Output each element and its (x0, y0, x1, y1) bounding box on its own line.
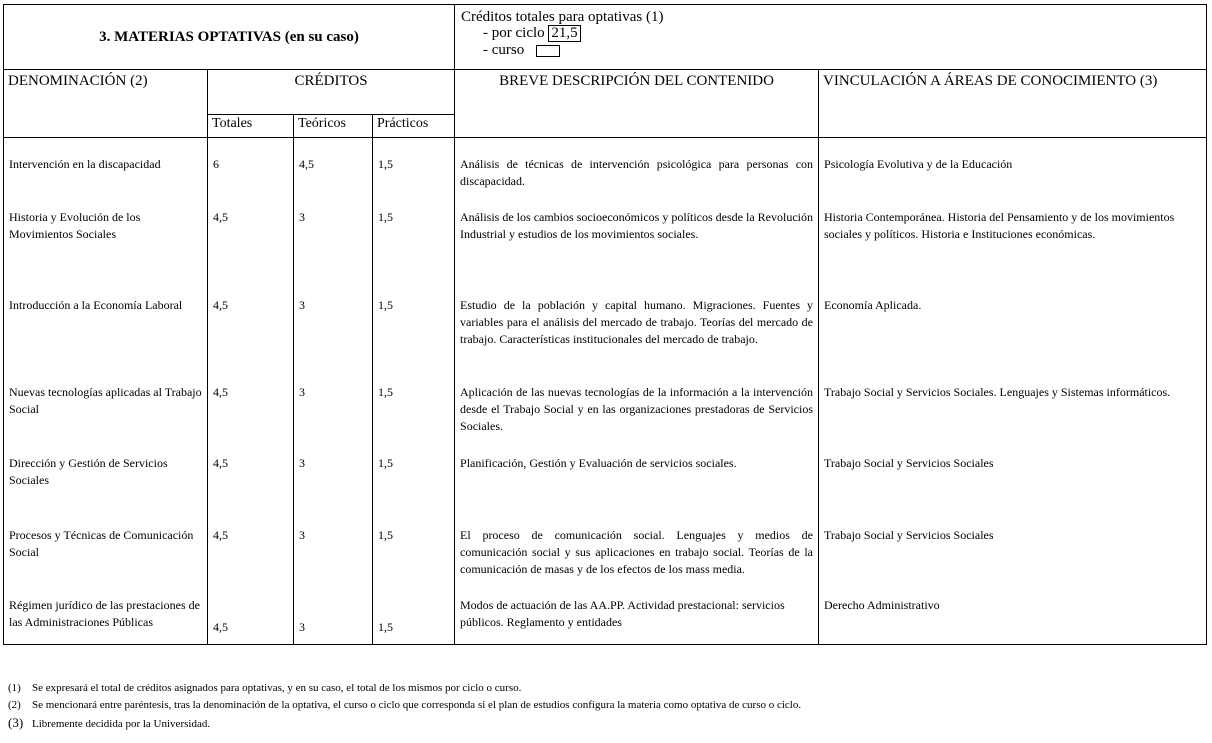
row-vinculacion: Trabajo Social y Servicios Sociales (819, 453, 1207, 525)
row-teoricos: 4,5 (294, 154, 373, 207)
row-vinculacion: Trabajo Social y Servicios Sociales (819, 525, 1207, 595)
row-teoricos: 3 (294, 382, 373, 453)
table-row (4, 382, 1207, 453)
per-course-label: - curso (483, 42, 525, 58)
footnote-text: Se expresará el total de créditos asignados para optativas, y en su caso, el total de los mismos por ciclo o curso. (32, 682, 522, 694)
footnote-text: Se mencionará entre paréntesis, tras la denominación de la optativa, el curso o ciclo que corresponda si el plan de estudios configura la materia como optativa de curso o ciclo. (32, 699, 802, 711)
table-row (4, 595, 1207, 645)
row-name: Introducción a la Economía Laboral (4, 295, 208, 382)
col-descripcion: BREVE DESCRIPCIÓN DEL CONTENIDO (455, 70, 819, 138)
row-name: Régimen jurídico de las prestaciones de las Administraciones Públicas (4, 595, 208, 645)
credits-summary (455, 5, 1207, 70)
row-name: Intervención en la discapacidad (4, 154, 208, 207)
row-totales: 6 (208, 154, 294, 207)
per-cycle-value: 21,5 (548, 25, 580, 42)
row-vinculacion: Psicología Evolutiva y de la Educación (819, 154, 1207, 207)
row-descripcion: Modos de actuación de las AA.PP. Actividad prestacional: servicios públicos. Reglamento y entidades (455, 595, 819, 645)
footnotes (8, 680, 801, 733)
row-totales: 4,5 (208, 207, 294, 295)
col-vinculacion: VINCULACIÓN A ÁREAS DE CONOCIMIENTO (3) (819, 70, 1207, 138)
row-descripcion: El proceso de comunicación social. Lenguajes y medios de comunicación social y sus aplicaciones en trabajo social. Teorías de la comunicación de masas y de los efectos de los mass media. (455, 525, 819, 595)
row-totales: 4,5 (208, 453, 294, 525)
table-row (4, 295, 1207, 382)
credits-total-label: Créditos totales para optativas (1) (461, 9, 664, 25)
row-vinculacion: Derecho Administrativo (819, 595, 1207, 645)
per-course-box (536, 45, 560, 57)
table-row (4, 207, 1207, 295)
row-teoricos: 3 (294, 207, 373, 295)
footnote-number: (3) (8, 715, 24, 730)
footnote-number: (1) (8, 682, 21, 694)
row-name: Historia y Evolución de los Movimientos Sociales (4, 207, 208, 295)
row-descripcion: Aplicación de las nuevas tecnologías de la información a la intervención desde el Trabajo Social y en las organizaciones prestadoras de Servicios Sociales. (455, 382, 819, 453)
col-practicos: Prácticos (373, 115, 455, 138)
row-name: Dirección y Gestión de Servicios Sociales (4, 453, 208, 525)
row-descripcion: Análisis de los cambios socioeconómicos y políticos desde la Revolución Industrial y estudios de los movimientos sociales. (455, 207, 819, 295)
row-teoricos: 3 (294, 525, 373, 595)
row-descripcion: Planificación, Gestión y Evaluación de servicios sociales. (455, 453, 819, 525)
footnote (8, 697, 801, 714)
row-vinculacion: Trabajo Social y Servicios Sociales. Lenguajes y Sistemas informáticos. (819, 382, 1207, 453)
row-descripcion: Análisis de técnicas de intervención psicológica para personas con discapacidad. (455, 154, 819, 207)
row-teoricos: 3 (294, 453, 373, 525)
row-totales: 4,5 (208, 525, 294, 595)
table-row (4, 525, 1207, 595)
footnote (8, 714, 801, 733)
row-practicos: 1,5 (373, 295, 455, 382)
column-header-row (4, 70, 1207, 115)
optativas-table (3, 4, 1207, 645)
row-teoricos: 3 (294, 295, 373, 382)
col-denominacion: DENOMINACIÓN (2) (4, 70, 208, 138)
row-practicos: 1,5 (373, 382, 455, 453)
row-totales: 4,5 (208, 295, 294, 382)
row-descripcion: Estudio de la población y capital humano. Migraciones. Fuentes y variables para el análisis del mercado de trabajo. Teorías del mercado de trabajo. Características institucionales del mercado de trabajo. (455, 295, 819, 382)
row-vinculacion: Economía Aplicada. (819, 295, 1207, 382)
footnote-number: (2) (8, 699, 21, 711)
row-teoricos: 3 (294, 595, 373, 645)
row-totales: 4,5 (208, 382, 294, 453)
table-row (4, 154, 1207, 207)
row-practicos: 1,5 (373, 525, 455, 595)
header-row (4, 5, 1207, 70)
row-name: Procesos y Técnicas de Comunicación Social (4, 525, 208, 595)
row-practicos: 1,5 (373, 154, 455, 207)
col-totales: Totales (208, 115, 294, 138)
row-practicos: 1,5 (373, 207, 455, 295)
col-teoricos: Teóricos (294, 115, 373, 138)
row-totales: 4,5 (208, 595, 294, 645)
col-creditos: CRÉDITOS (208, 70, 455, 115)
row-practicos: 1,5 (373, 595, 455, 645)
section-title: 3. MATERIAS OPTATIVAS (en su caso) (4, 5, 455, 70)
row-vinculacion: Historia Contemporánea. Historia del Pensamiento y de los movimientos sociales y políticos. Historia e Instituciones económicas. (819, 207, 1207, 295)
footnote (8, 680, 801, 697)
footnote-text: Libremente decidida por la Universidad. (32, 718, 211, 730)
row-practicos: 1,5 (373, 453, 455, 525)
per-cycle-label: - por ciclo (483, 25, 545, 41)
row-name: Nuevas tecnologías aplicadas al Trabajo Social (4, 382, 208, 453)
table-row (4, 453, 1207, 525)
